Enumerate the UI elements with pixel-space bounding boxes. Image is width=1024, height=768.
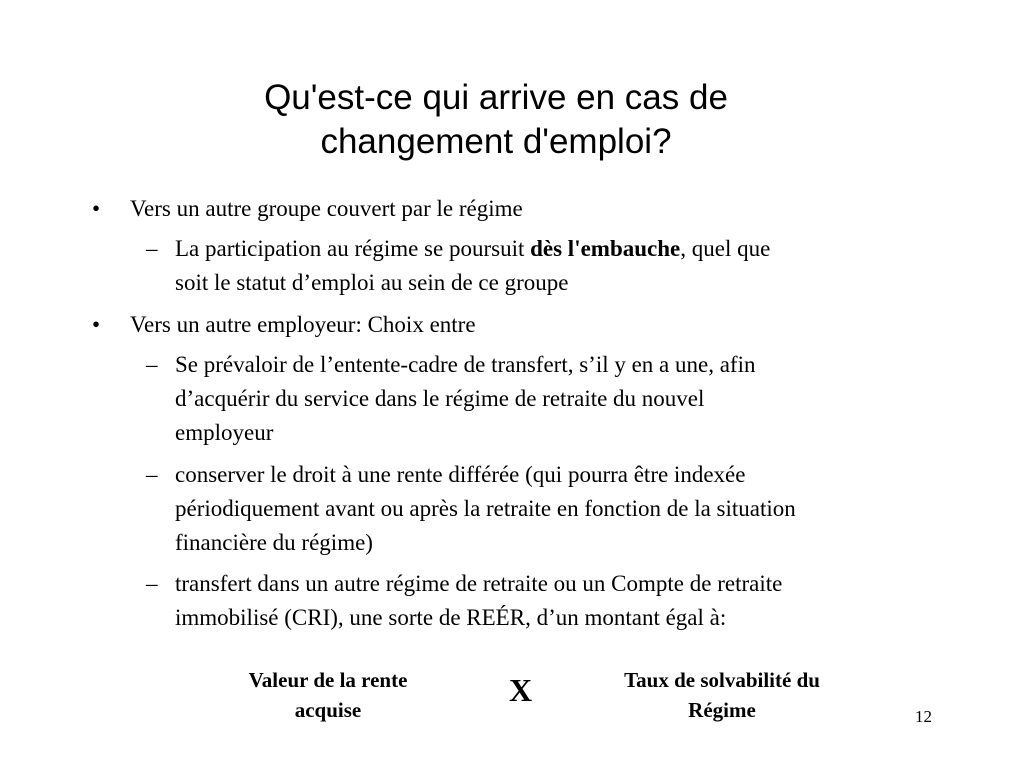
- multiplication-operator: X: [509, 672, 533, 708]
- sub-item-line: immobilisé (CRI), une sorte de REÉR, d’un montant égal à:: [175, 605, 727, 630]
- sub-item-text: [175, 232, 965, 300]
- text-run: La participation au régime se poursuit: [175, 236, 531, 261]
- bullet-text: Vers un autre employeur: Choix entre: [130, 312, 476, 337]
- sub-item-text: [175, 458, 965, 560]
- sub-item-line: transfert dans un autre régime de retraite ou un Compte de retraite: [175, 571, 783, 596]
- sub-item-line: d’acquérir du service dans le régime de retraite du nouvel: [175, 386, 705, 411]
- sub-item-text: [175, 567, 965, 635]
- bullet-marker: •: [92, 312, 101, 337]
- sub-item-line: conserver le droit à une rente différée (qui pourra être indexée: [175, 462, 746, 487]
- formula-right-line-1: Taux de solvabilité du: [624, 668, 820, 692]
- formula-right-term: [592, 665, 852, 725]
- bullet-text: Vers un autre groupe couvert par le régime: [130, 196, 523, 221]
- page-number: 12: [915, 707, 932, 726]
- title-line-2: changement d'emploi?: [320, 122, 672, 161]
- sub-item-line: employeur: [175, 420, 274, 445]
- dash-marker: –: [146, 462, 158, 487]
- title-line-1: Qu'est-ce qui arrive en cas de: [264, 78, 728, 117]
- emphasis-text: dès l'embauche: [530, 236, 681, 261]
- text-run: , quel que: [680, 236, 771, 261]
- sub-item-line: financière du régime): [175, 530, 373, 555]
- dash-marker: –: [146, 571, 158, 596]
- sub-item-line: périodiquement avant ou après la retraite en fonction de la situation: [175, 496, 796, 521]
- dash-marker: –: [146, 352, 158, 377]
- formula-left-line-2: acquise: [294, 698, 362, 722]
- sub-item-line: soit le statut d’emploi au sein de ce groupe: [175, 270, 569, 295]
- formula-left-term: [218, 665, 438, 725]
- formula-right-line-2: Régime: [688, 698, 756, 722]
- formula-left-line-1: Valeur de la rente: [248, 668, 408, 692]
- bullet-marker: •: [92, 196, 101, 221]
- sub-item-line: Se prévaloir de l’entente-cadre de transfert, s’il y en a une, afin: [175, 352, 756, 377]
- sub-item-text: [175, 348, 965, 450]
- dash-marker: –: [146, 236, 158, 261]
- sub-item-line: [175, 232, 965, 266]
